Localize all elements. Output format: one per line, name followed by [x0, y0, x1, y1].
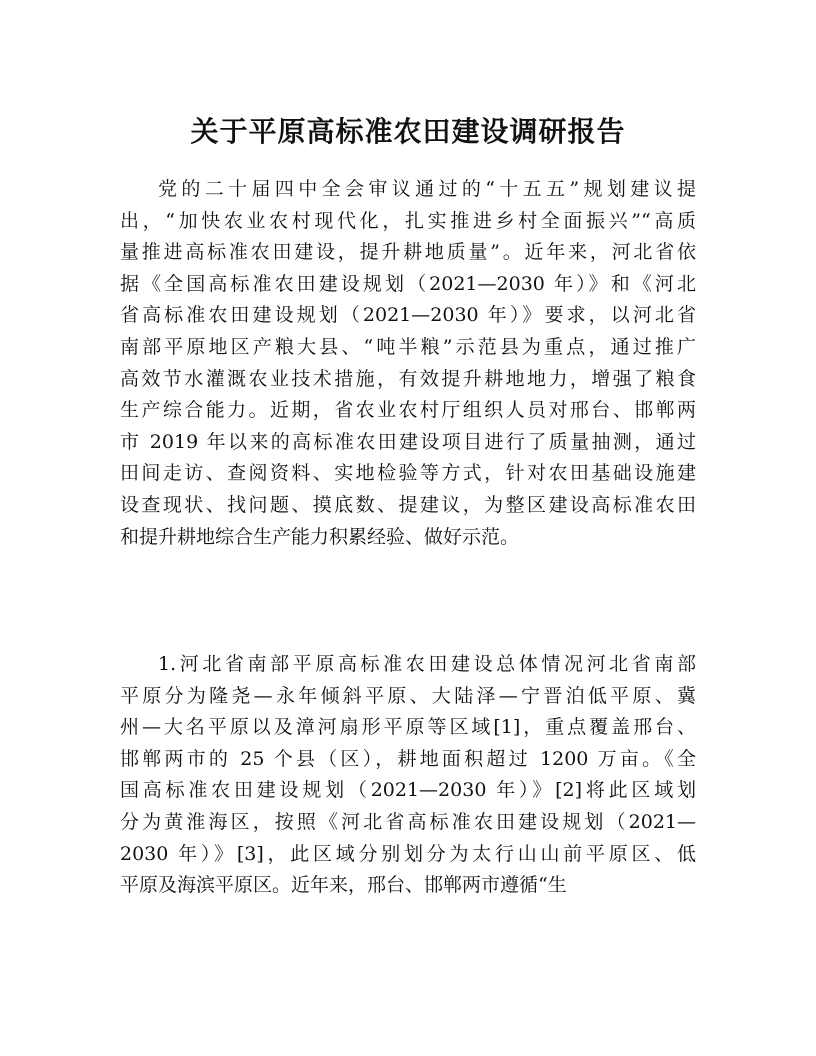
text-line: 市 2019 年以来的高标准农田建设项目进行了质量抽测，通过 [120, 430, 696, 453]
text-line: 邯郸两市的 25 个县（区），耕地面积超过 1200 万亩。《全 [120, 747, 696, 770]
text-line: 设查现状、找问题、摸底数、提建议，为整区建设高标准农田 [120, 493, 696, 516]
text-line: 国高标准农田建设规划（2021—2030 年）》[2]将此区域划 [120, 779, 696, 802]
text-line: 出，“加快农业农村现代化，扎实推进乡村全面振兴”“高质 [120, 209, 696, 232]
text-line: 2030 年）》[3]，此区域分别划分为太行山山前平原区、低 [120, 842, 696, 865]
text-line: 党的二十届四中全会审议通过的“十五五”规划建议提 [158, 178, 696, 200]
text-line: 平原分为隆尧—永年倾斜平原、大陆泽—宁晋泊低平原、冀 [120, 684, 696, 707]
paragraph-intro [120, 174, 696, 553]
paragraph-section-1 [120, 649, 696, 902]
text-line: 高效节水灌溉农业技术措施，有效提升耕地地力，增强了粮食 [120, 367, 696, 390]
text-line: 州—大名平原以及漳河扇形平原等区域[1]，重点覆盖邢台、 [120, 716, 696, 739]
text-line: 田间走访、查阅资料、实地检验等方式，针对农田基础设施建 [120, 462, 696, 485]
text-line: 平原及海滨平原区。近年来，邢台、邯郸两市遵循“生 [120, 874, 567, 897]
text-line: 省高标准农田建设规划（2021—2030 年）》要求，以河北省 [120, 304, 696, 327]
text-line: 生产综合能力。近期，省农业农村厅组织人员对邢台、邯郸两 [120, 399, 696, 422]
text-line: 量推进高标准农田建设，提升耕地质量”。近年来，河北省依 [120, 241, 696, 264]
text-line: 和提升耕地综合生产能力积累经验、做好示范。 [120, 525, 520, 548]
page-title: 关于平原高标准农田建设调研报告 [190, 115, 626, 148]
text-line: 分为黄淮海区，按照《河北省高标准农田建设规划（2021— [120, 810, 696, 833]
text-line: 南部平原地区产粮大县、“吨半粮”示范县为重点，通过推广 [120, 335, 696, 358]
text-line: 据《全国高标准农田建设规划（2021—2030 年）》和《河北 [120, 272, 696, 295]
text-line: 1.河北省南部平原高标准农田建设总体情况河北省南部 [158, 653, 696, 675]
